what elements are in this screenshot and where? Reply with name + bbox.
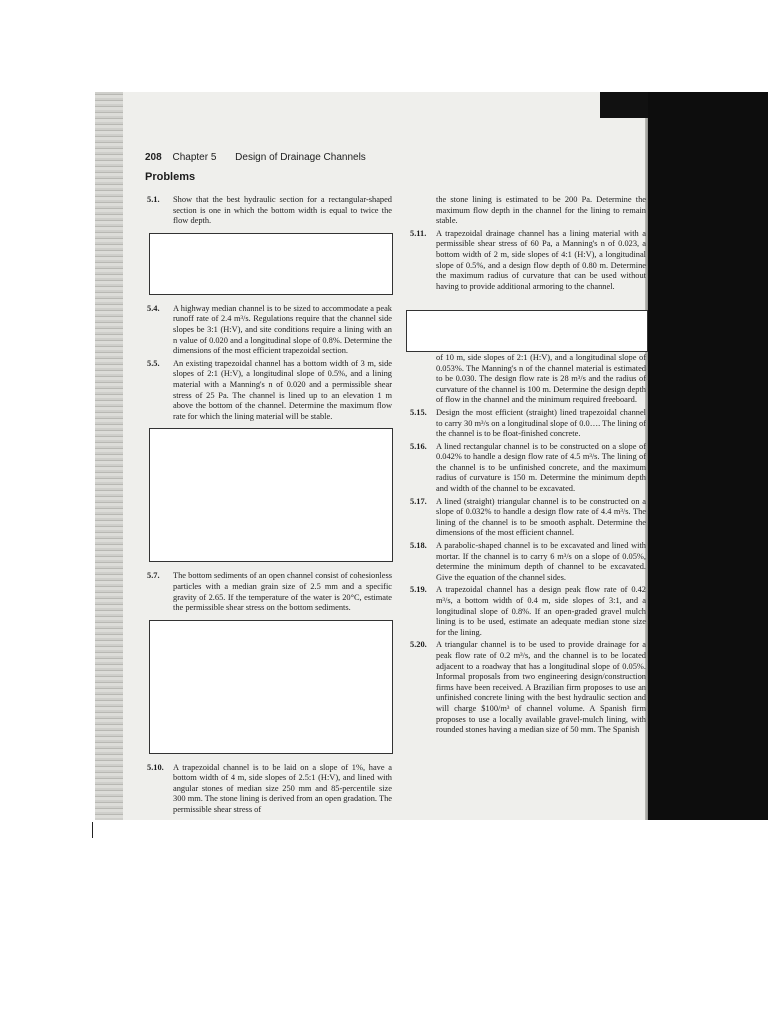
problem-item [147,763,392,816]
problem-text: A trapezoidal drainage channel has a lining material with a permissible shear stress of 60 Pa, a Manning's n of 0.023, a bottom width of 2 m, side slopes of 4:1 (H:V), a longitudinal slope of 0.5%, and a design flow depth of 0.80 m. Determine the maximum radius of curvature that can be used without having to provide additional armoring to the channel. [436,228,646,291]
problem-number: 5.1. [147,195,160,204]
scan-dark-edge [648,92,768,820]
problem-item [147,304,392,357]
problem-number: 5.15. [410,407,427,417]
problem-text: of 10 m, side slopes of 2:1 (H:V), and a longitudinal slope of 0.053%. The Manning's n of the channel material is estimated to be 0.030. The design flow rate is 28 m³/s and the radius of curvature of the channel is 100 m. Determine the design depth of flow in the channel and the minimum required freeboard. [436,352,646,405]
problem-text: A trapezoidal channel has a design peak flow rate of 0.42 m³/s, a bottom width of 0.4 m, side slopes of 3:1, and a longitudinal slope of 0.8%. If an open-graded gravel mulch lining is to be used, estimate an adequate median stone size for the lining. [436,585,646,637]
problem-item [147,359,392,423]
redaction-box [149,620,393,754]
problem-item [147,571,392,613]
left-column [147,195,392,818]
problem-number: 5.16. [410,441,427,451]
problem-item [410,497,646,539]
problem-text: A triangular channel is to be used to provide drainage for a peak flow rate of 0.2 m³/s, and the channel is to be located adjacent to a roadway that has a longitudinal slope of 0.05%. Informal proposals from two engineering design/construction firms have been received. A Brazilian firm proposes to use an unfinished concrete lining with the best hydraulic section and will charge $100/m³ of channel volume. A Spanish firm proposes to use a locally available gravel-mulch lining, with rounded stones having a median size of 50 mm. The Spanish [436,640,646,735]
section-title: Problems [145,171,196,183]
right-column [410,195,646,738]
problem-text: Show that the best hydraulic section for a rectangular-shaped section is one in which the bottom width is equal to twice the flow depth. [173,195,392,226]
problem-item [410,408,646,440]
problem-text: The bottom sediments of an open channel consist of cohesionless particles with a median grain size of 2.5 mm and a specific gravity of 2.65. If the temperature of the water is 20°C, estimate the permissible shear stress on the bottom sediments. [173,571,392,613]
text-cursor [92,822,93,838]
chapter-title: Design of Drainage Channels [235,152,366,163]
problem-number: 5.20. [410,640,427,650]
running-head [145,152,366,163]
problem-item [410,442,646,495]
problem-item [410,640,646,735]
redaction-box [149,233,393,295]
problem-text: An existing trapezoidal channel has a bottom width of 3 m, side slopes of 2:1 (H:V), a longitudinal slope of 0.5%, and a lining material with a Manning's n of 0.020 and a permissible shear stress of 25 Pa. The channel is lined up to an elevation 1 m above the bottom of the channel. Determine the maximum flow rate for which the lining material will be stable. [173,358,392,421]
redaction-box [149,428,393,562]
problem-text: Design the most efficient (straight) lined trapezoidal channel to carry 30 m³/s on a longitudinal slope of 0.0…. The lining of the channel is to be float-finished concrete. [436,407,646,439]
scan-binding-shadow [95,92,123,820]
problem-number: 5.18. [410,541,427,551]
problem-text: A highway median channel is to be sized to accommodate a peak runoff rate of 2.4 m³/s. Regulations require that the channel side slopes be 3:1 (H:V), and site conditions require a lining with an n value of 0.020 and a longitudinal slope of 0.8%. Determine the dimensions of the most efficient trapezoidal section. [173,303,392,356]
page-number: 208 [145,152,162,163]
problem-number: 5.11. [410,228,427,238]
problem-number: 5.19. [410,585,427,595]
problem-number: 5.4. [147,303,160,313]
problem-text: A lined (straight) triangular channel is to be constructed on a slope of 0.032% to handle a design flow rate of 4.4 m³/s. The lining of the channel is to be smooth asphalt. Determine the dimensions of the most efficient channel. [436,496,646,538]
problem-number: 5.5. [147,358,160,368]
problem-number: 5.7. [147,571,160,581]
problem-number: 5.17. [410,496,427,506]
problem-number: 5.10. [147,762,164,772]
chapter-label: Chapter 5 [172,152,217,163]
problem-item [410,229,646,293]
problem-text: A parabolic-shaped channel is to be excavated and lined with mortar. If the channel is to carry 6 m³/s on a slope of 0.05%, determine the minimum depth of channel to be excavated. Give the equation of the channel sides. [436,541,646,582]
problem-item [410,541,646,583]
problem-item [410,585,646,638]
problem-text: A trapezoidal channel is to be laid on a slope of 1%, have a bottom width of 4 m, side slopes of 2.5:1 (H:V), and lined with angular stones of median size 250 mm and 85-percentile size 300 mm. The stone lining is derived from an open gradation. The permissible shear stress of [173,762,392,815]
redaction-box [406,310,648,352]
problem-continuation: the stone lining is estimated to be 200 Pa. Determine the maximum flow depth in the channel for the lining to remain stable. [436,195,646,226]
problem-text: A lined rectangular channel is to be constructed on a slope of 0.042% to handle a design flow rate of 4.5 m³/s. The lining of the channel is to be unfinished concrete, and the maximum radius of curvature is 150 m. Determine the minimum depth and width of the channel to be excavated. [436,441,646,494]
problem-item [147,195,392,227]
